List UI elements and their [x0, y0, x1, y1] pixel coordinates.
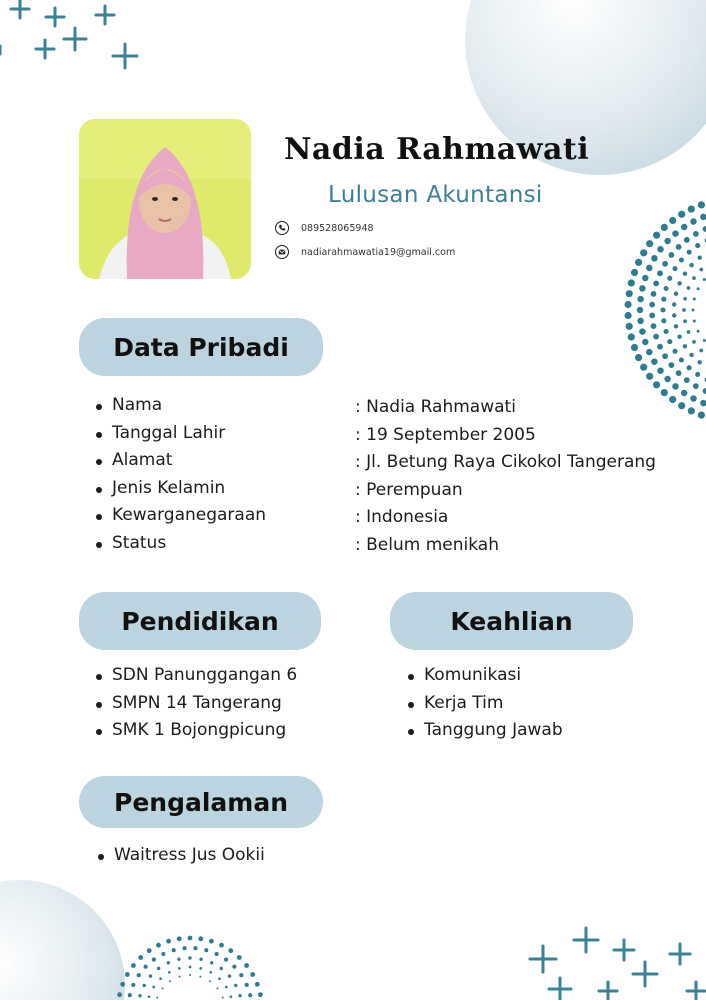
decorative-dot — [255, 982, 260, 987]
decorative-dot — [699, 268, 703, 272]
decorative-dot — [687, 286, 691, 290]
value-status: : Belum menikah — [355, 532, 656, 560]
decorative-dot — [677, 335, 681, 339]
decorative-dot — [161, 952, 165, 956]
decorative-dot — [664, 376, 671, 383]
decorative-dot — [152, 986, 155, 989]
decorative-dot — [637, 318, 644, 325]
decorative-dot — [687, 365, 692, 370]
decorative-dot — [234, 984, 237, 987]
decorative-dot — [689, 263, 693, 267]
decorative-dot — [664, 286, 669, 291]
decorative-dot — [228, 974, 231, 977]
decorative-dot — [653, 381, 660, 388]
decorative-dot — [159, 977, 162, 980]
decorative-dot — [698, 412, 705, 419]
decorative-dot — [166, 939, 171, 944]
decorative-dot — [193, 946, 197, 950]
decorative-dot — [157, 967, 160, 970]
decorative-dot — [657, 270, 663, 276]
decorative-dot — [653, 281, 659, 287]
decorative-dot — [204, 948, 208, 952]
decorative-dot — [678, 211, 685, 218]
value-alamat: : Jl. Betung Raya Cikokol Tangerang — [355, 449, 656, 477]
phone-icon — [275, 221, 289, 235]
experience-item: Waitress Jus Ookii — [96, 842, 265, 870]
decorative-dot — [669, 362, 675, 368]
decorative-dot — [667, 276, 672, 281]
label-status: Status — [94, 530, 266, 558]
decorative-dot — [703, 388, 706, 394]
decorative-dot — [651, 358, 658, 365]
decorative-dot — [169, 980, 171, 982]
decorative-dot — [631, 269, 638, 276]
decorative-dot — [672, 266, 677, 271]
section-heading-personal: Data Pribadi — [79, 318, 323, 376]
decorative-dot — [637, 296, 644, 303]
decorative-dot — [684, 377, 690, 383]
decorative-dot — [662, 261, 668, 267]
decorative-dot — [661, 224, 668, 231]
decorative-dot — [672, 383, 679, 390]
profile-photo — [79, 119, 251, 279]
decorative-dot — [657, 367, 664, 374]
decorative-dot — [679, 257, 684, 262]
decorative-dot — [628, 333, 635, 340]
decorative-dot — [626, 290, 633, 297]
decorative-dot — [688, 407, 695, 414]
skill-item: Komunikasi — [406, 662, 563, 690]
decorative-dot — [238, 994, 241, 997]
decorative-dot — [700, 400, 706, 407]
value-jenis-kelamin: : Perempuan — [355, 477, 656, 505]
dotted-arc-right — [625, 196, 706, 424]
decorative-dot — [177, 958, 180, 961]
label-tanggal-lahir: Tanggal Lahir — [94, 420, 266, 448]
decorative-dot — [703, 339, 706, 342]
decorative-dot — [692, 276, 696, 280]
decorative-dot — [678, 402, 685, 409]
decorative-dot — [143, 984, 146, 987]
decorative-dot — [692, 340, 696, 344]
decorative-dot — [156, 943, 161, 948]
decorative-dot — [225, 986, 228, 989]
decorative-dot — [646, 265, 653, 272]
dotted-arc-bottom — [116, 936, 265, 1000]
decorative-dot — [683, 319, 687, 323]
decorative-dot — [125, 972, 130, 977]
decorative-dot — [674, 324, 678, 328]
decorative-dot — [117, 992, 122, 997]
decorative-dot — [693, 298, 696, 301]
label-nama: Nama — [94, 392, 266, 420]
decorative-dot — [245, 983, 249, 987]
decorative-dot — [156, 997, 158, 999]
decorative-dot — [237, 955, 242, 960]
decorative-dot — [672, 302, 676, 306]
decorative-dot — [219, 943, 224, 948]
decorative-dot — [172, 948, 176, 952]
contact-phone — [275, 219, 535, 237]
decorative-dot — [681, 390, 688, 397]
decorative-dot — [646, 240, 653, 247]
decorative-dot — [693, 231, 699, 237]
decorative-dot — [250, 972, 255, 977]
decorative-dot — [167, 961, 170, 964]
decorative-dot — [657, 344, 663, 350]
education-item: SMPN 14 Tangerang — [94, 690, 297, 718]
decorative-dot — [148, 995, 151, 998]
decorative-dot — [188, 956, 191, 959]
decorative-dot — [642, 339, 649, 346]
decorative-dot — [224, 958, 228, 962]
decorative-dot — [215, 952, 219, 956]
decorative-dot — [218, 977, 221, 980]
decorative-dot — [669, 396, 676, 403]
label-alamat: Alamat — [94, 447, 266, 475]
decorative-dot — [698, 201, 705, 208]
decorative-dot — [137, 973, 141, 977]
decorative-dot — [199, 967, 202, 970]
decorative-dot — [649, 302, 655, 308]
decorative-dot — [209, 971, 212, 974]
decorative-dot — [228, 948, 233, 953]
decorative-dot — [669, 217, 676, 224]
decorative-dot — [631, 344, 638, 351]
decorative-dot — [664, 329, 669, 334]
candidate-title: Lulusan Akuntansi — [328, 182, 543, 208]
skill-item: Tanggung Jawab — [406, 717, 563, 745]
decorative-dot — [248, 993, 252, 997]
decorative-dot — [676, 370, 682, 376]
decorative-dot — [687, 250, 692, 255]
decorative-dot — [690, 218, 697, 225]
decorative-dot — [230, 995, 233, 998]
skill-item: Kerja Tim — [406, 690, 563, 718]
decorative-dot — [676, 244, 682, 250]
decorative-dot — [679, 357, 684, 362]
education-item: SDN Panunggangan 6 — [94, 662, 297, 690]
decorative-dot — [635, 354, 642, 361]
candidate-name: Nadia Rahmawati — [284, 132, 590, 167]
decorative-dot — [232, 965, 236, 969]
decorative-dot — [199, 958, 202, 961]
decorative-dot — [625, 301, 632, 308]
decorative-dot — [681, 224, 688, 231]
decorative-dot — [690, 395, 697, 402]
personal-labels — [94, 392, 266, 558]
decorative-dot — [672, 313, 676, 317]
decorative-dot — [698, 360, 702, 364]
decorative-dot — [653, 232, 660, 239]
decorative-dot — [162, 987, 164, 989]
decorative-dot — [667, 339, 672, 344]
decorative-dot — [661, 389, 668, 396]
decorative-dot — [639, 285, 646, 292]
decorative-dot — [657, 246, 664, 253]
decorative-dot — [144, 965, 148, 969]
decorative-dot — [672, 349, 677, 354]
bottom-left-sphere — [0, 880, 125, 1000]
decorative-dot — [199, 976, 201, 978]
section-heading-skills: Keahlian — [390, 592, 633, 650]
education-item: SMK 1 Bojongpicung — [94, 717, 297, 745]
decorative-dot — [149, 974, 152, 977]
decorative-dot — [637, 307, 644, 314]
decorative-dot — [687, 330, 691, 334]
decorative-dot — [217, 987, 219, 989]
decorative-dot — [692, 309, 695, 312]
decorative-dot — [672, 230, 679, 237]
decorative-dot — [220, 967, 223, 970]
decorative-dot — [684, 237, 690, 243]
decorative-dot — [674, 292, 678, 296]
contact-email — [275, 243, 535, 261]
decorative-dot — [131, 983, 135, 987]
decorative-dot — [182, 946, 186, 950]
decorative-dot — [664, 238, 671, 245]
decorative-dot — [700, 214, 706, 221]
value-nama: : Nadia Rahmawati — [355, 394, 656, 422]
value-kewarganegaraan: : Indonesia — [355, 504, 656, 532]
decorative-dot — [177, 936, 182, 941]
decorative-dot — [138, 994, 141, 997]
decorative-dot — [646, 373, 653, 380]
value-tanggal-lahir: : 19 September 2005 — [355, 422, 656, 450]
decorative-dot — [649, 313, 655, 319]
decorative-dot — [178, 967, 181, 970]
decorative-dot — [189, 966, 192, 969]
decorative-dot — [693, 320, 696, 323]
decorative-dot — [703, 226, 706, 232]
decorative-dot — [683, 344, 687, 348]
decorative-dot — [699, 349, 703, 353]
decorative-dot — [120, 982, 125, 987]
mail-icon — [275, 245, 289, 259]
decorative-dot — [640, 249, 647, 256]
email-address: nadiarahmawatia19@gmail.com — [301, 246, 456, 258]
decorative-dot — [628, 279, 635, 286]
decorative-dot — [138, 955, 143, 960]
decorative-dot — [697, 287, 700, 290]
decorative-dot — [168, 971, 171, 974]
label-jenis-kelamin: Jenis Kelamin — [94, 475, 266, 503]
decorative-dot — [188, 936, 193, 941]
plus-pattern-top-left — [0, 0, 137, 68]
experience-list — [96, 842, 265, 870]
decorative-dot — [698, 256, 702, 260]
decorative-dot — [660, 307, 665, 312]
education-list — [94, 662, 297, 745]
decorative-dot — [695, 372, 700, 377]
decorative-dot — [635, 259, 642, 266]
decorative-dot — [642, 275, 649, 282]
decorative-dot — [258, 992, 263, 997]
decorative-dot — [152, 958, 156, 962]
decorative-dot — [128, 993, 132, 997]
section-heading-education: Pendidikan — [79, 592, 321, 650]
plus-pattern-bottom-right — [530, 928, 705, 1000]
decorative-dot — [198, 936, 203, 941]
decorative-dot — [239, 973, 243, 977]
decorative-dot — [695, 243, 700, 248]
decorative-dot — [131, 963, 136, 968]
section-heading-experience: Pengalaman — [79, 776, 323, 828]
decorative-dot — [626, 323, 633, 330]
decorative-dot — [640, 364, 647, 371]
decorative-dot — [625, 312, 632, 319]
decorative-dot — [646, 349, 653, 356]
personal-values — [355, 394, 656, 560]
decorative-dot — [639, 328, 646, 335]
decorative-dot — [697, 330, 700, 333]
decorative-dot — [661, 297, 666, 302]
decorative-dot — [683, 297, 687, 301]
decorative-dot — [189, 974, 191, 976]
decorative-dot — [669, 252, 675, 258]
skills-list — [406, 662, 563, 745]
decorative-dot — [651, 291, 657, 297]
decorative-dot — [677, 281, 681, 285]
decorative-dot — [688, 206, 695, 213]
decorative-dot — [662, 353, 668, 359]
decorative-dot — [683, 272, 687, 276]
decorative-dot — [222, 997, 224, 999]
decorative-dot — [651, 323, 657, 329]
decorative-dot — [179, 976, 181, 978]
decorative-dot — [661, 318, 666, 323]
decorative-dot — [209, 980, 211, 982]
decorative-dot — [147, 948, 152, 953]
decorative-dot — [210, 961, 213, 964]
decorative-dot — [209, 939, 214, 944]
phone-number: 089528065948 — [301, 222, 374, 234]
decorative-dot — [703, 278, 706, 281]
decorative-dot — [653, 334, 659, 340]
decorative-dot — [689, 353, 693, 357]
decorative-dot — [682, 308, 686, 312]
decorative-dot — [244, 963, 249, 968]
label-kewarganegaraan: Kewarganegaraan — [94, 502, 266, 530]
decorative-dot — [693, 383, 699, 389]
decorative-dot — [651, 255, 658, 262]
